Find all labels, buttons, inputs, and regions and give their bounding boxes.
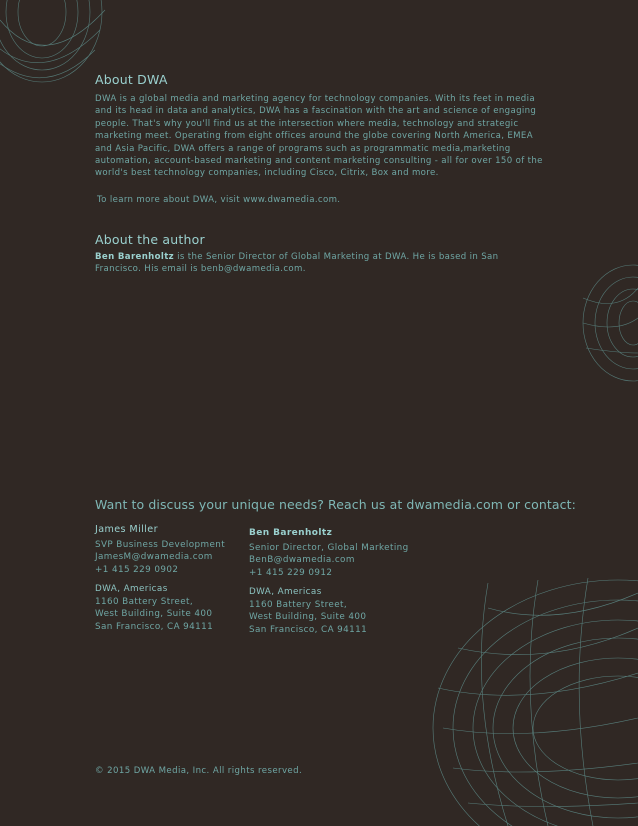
contact-address-line: San Francisco, CA 94111: [95, 621, 214, 632]
contact-title: SVP Business Development: [95, 539, 226, 550]
contact-office: DWA, Americas: [95, 584, 168, 594]
contact-email[interactable]: JamesM@dwamedia.com: [95, 552, 213, 562]
contact-office: DWA, Americas: [249, 587, 322, 597]
contact-address-line: 1160 Battery Street,: [249, 599, 348, 610]
contact-name: James Miller: [95, 524, 158, 535]
contact-address-line: San Francisco, CA 94111: [249, 624, 368, 635]
wireframe-torus-bottom-right: [428, 578, 638, 826]
contact-cta: Want to discuss your unique needs? Reach us at dwamedia.com or contact:: [95, 497, 576, 512]
author-bio-text: is the Senior Director of Global Marketing at DWA. He is based in San Francisco. His email is benb@dwamedia.com.: [95, 252, 499, 275]
about-dwa-paragraph: DWA is a global media and marketing agency for technology companies. With its feet in media and its head in data and analytics, DWA has a fascination with the art and science of engaging people. That's why you'll find us at the intersection where media, technology and strategic marketing meet. Operating from eight offices around the globe covering North America, EMEA and Asia Pacific, DWA offers a range of programs such as programmatic media,marketing automation, account-based marketing and content marketing consulting - all for over 150 of the world's best technology companies, including Cisco, Citrix, Box and more.: [95, 94, 543, 179]
contact-address-line: 1160 Battery Street,: [95, 596, 194, 607]
contact-name: Ben Barenholtz: [249, 528, 333, 538]
copyright-footer: © 2015 DWA Media, Inc. All rights reserved.: [95, 766, 303, 776]
contact-email[interactable]: BenB@dwamedia.com: [249, 555, 355, 565]
contact-card: [249, 527, 409, 636]
contact-phone[interactable]: +1 415 229 0912: [249, 567, 333, 578]
about-dwa-heading: About DWA: [95, 72, 168, 87]
about-author-heading: About the author: [95, 232, 205, 247]
author-name: Ben Barenholtz: [95, 252, 174, 262]
contact-card: [95, 524, 225, 633]
contact-phone[interactable]: +1 415 229 0902: [95, 564, 179, 575]
contact-title: Senior Director, Global Marketing: [249, 542, 409, 553]
author-bio: [95, 251, 545, 276]
contact-address-line: West Building, Suite 400: [249, 612, 367, 622]
contact-address-line: West Building, Suite 400: [95, 609, 213, 619]
learn-more-text[interactable]: To learn more about DWA, visit www.dwamedia.com.: [97, 195, 341, 205]
wireframe-torus-right: [578, 258, 638, 388]
